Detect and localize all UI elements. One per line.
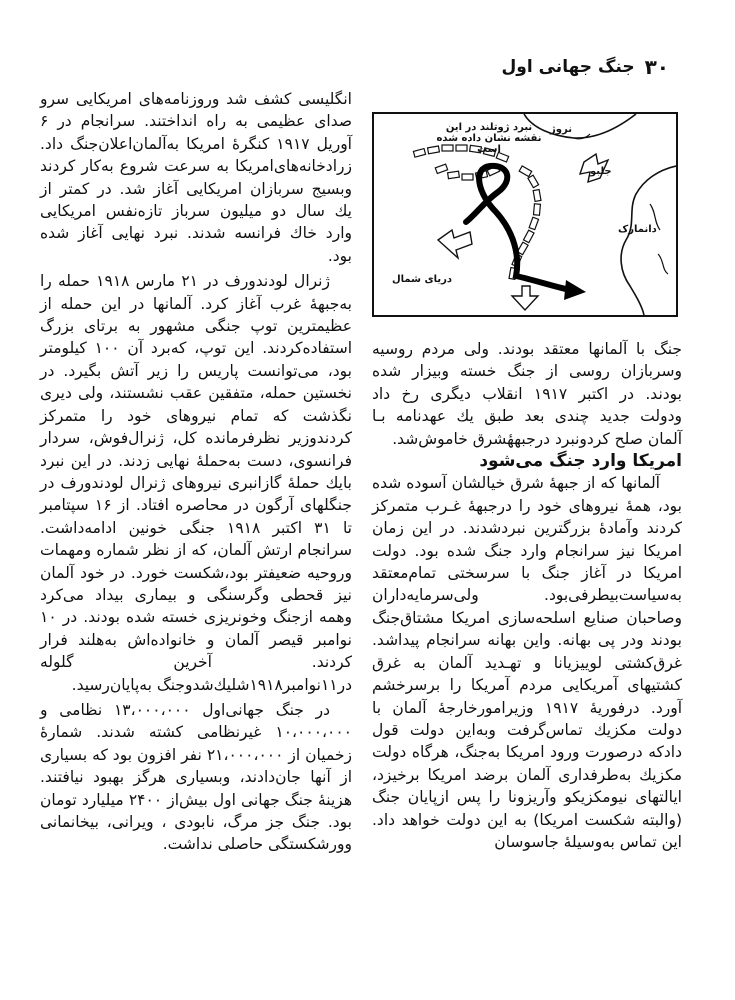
jutland-battle-map	[372, 112, 678, 317]
chapter-title: جنگ جهانی اول	[501, 57, 635, 77]
map-caption: نبرد ژوتلند در این نقشه نشان داده شده است	[436, 122, 542, 155]
paragraph: در جنگ جهانی‌اول ۱۳،۰۰۰،۰۰۰ نظامی و ۱۰،۰۰۰،۰۰۰ غیرنظامی کشته شدند. شمارهٔ زخمیان از ۲۱،۰۰۰،۰۰۰ نفر افزون بود که بسیاری از آنها جان‌دادند، وبسیاری هرگز بهبود نیافتند. هزینهٔ جنگ جهانی اول بیش‌از ۲۴۰۰ میلیارد تومان بود. جنگ جز مرگ، نابودی ، ویرانی، بیخانمانی وورشکستگی حاصلی نداشت.	[40, 700, 353, 854]
main-fleet-track	[466, 166, 570, 290]
paragraph: جنگ با آلمانها معتقد بودند. ولی مردم روسیه وسربازان روسی از جنگ خسته وبیزار شده بودند. در اکتبر ۱۹۱۷ انقلاب دیگری رخ داد ودولت جدید چندی بعد طبق یك عهدنامه بـا آلمان صلح کردونبرد درجبههٔشرق خاموش‌شد.	[372, 340, 682, 448]
fleet-column-curve	[435, 164, 541, 279]
map-label-jutland: جلبو	[590, 166, 612, 177]
paragraph: انگلیسی کشف شد وروزنامه‌های امریکایی سرو صدای عظیمی به راه انداختند. سرانجام در ۶ آوریل ۱۹۱۷ کنگرهٔ امریکا به‌آلمان‌اعلان‌جنگ داد. زرادخانه‌های‌امریکا به سرعت شروع به‌کار کردند وبسیج سربازان امریکایی آغاز شد. در کمتر از یك سال دو میلیون سرباز تازه‌نفس امریکایی وارد خاك فرانسه شدند. نبرد نهایی آغاز شده بود.	[40, 90, 352, 265]
map-label-norway: نروژ	[550, 124, 572, 135]
left-column	[40, 88, 352, 856]
main-fleet-arrowhead	[564, 280, 586, 300]
right-column	[372, 338, 682, 853]
section-heading: امریکا وارد جنگ می‌شود	[479, 451, 682, 472]
paragraph: ژنرال لودندورف در ۲۱ مارس ۱۹۱۸ حمله را به‌جبههٔ غرب آغاز کرد. آلمانها در این حمله از عظیمترین توپ جنگی مشهور به برتای بزرگ استفاده‌کردند. این توپ، که‌برد آن ۱۰۰ کیلومتر بود، می‌توانست پاریس را زیر آتش بگیرد. در نخستین حمله، متفقین عقب نشستند، ولی دیری نگذشت که تمام نیروهای خود را متمرکز کردندوزیر نظرفرمانده کل، ژنرال‌فوش، سردار فرانسوی، دست به‌حملهٔ نهایی زدند. در این نبرد بایك حملهٔ گازانبری نیروهای ژنرال لودندورف در جنگلهای آرگون در محاصره افتاد. از ۱۶ سپتامبر تا ۳۱ اکتبر ۱۹۱۸ جنگی خونین ادامه‌داشت. سرانجام ارتش آلمان، که از نظر شماره ومهمات وروحیه ضعیفتر بود،شکست خورد. در خود آلمان نیز قحطی وگرسنگی و بیماری بیداد می‌کرد وهمه ازجنگ وخونریزی خسته شده بودند. در ۱۰ نوامبر قیصر آلمان و خانواده‌اش به‌هلند فرار کردند. آخرین گلوله در۱۱نوامبر۱۹۱۸شلیك‌شدوجنگ به‌پایان‌رسید.	[40, 272, 353, 694]
map-label-denmark: دانمارک	[618, 224, 657, 235]
page-number: ۳۰	[644, 55, 669, 79]
page-header	[400, 52, 669, 82]
map-label-north-sea: دریای شمال	[392, 274, 453, 285]
paragraph: آلمانها که از جبههٔ شرق خیالشان آسوده شده بود، همهٔ نیروهای خود را درجبههٔ غـرب متمرکز کردند وآمادهٔ بزرگترین نبردشدند. در این زمان امریکا نیز سرانجام وارد جنگ شده بود. دولت امریکا در آغاز جنگ با سرسختی تمام‌معتقد به‌سیاست‌بیطرفی‌بود. ولی‌سرمایه‌داران وصاحبان صنایع اسلحه‌سازی امریکا مشتاق‌جنگ بودند ودر پی بهانه. واین بهانه سرانجام پیداشد. غرق‌کشتی لوییزیانا و تهـدید آلمان به غرق کشتیهای آمریکایی مردم آمریکا را برسرخشم آورد. درفوریهٔ ۱۹۱۷ وزیرامورخارجهٔ آلمان با دولت مکزیك تماس‌گرفت وبه‌این دولت قول داد‌که درصورت ورود امریکا به‌جنگ، هرگاه دولت مکزیك به‌طرفداری آلمان برضد امریکا برخیزد، ایالتهای نیومکزیکو وآریزونا را پس ازپایان جنگ (والبته شکست امریکا) به این دولت خواهد داد. این تماس به‌وسیلهٔ جاسوسان	[372, 474, 682, 851]
denmark-coastline	[621, 166, 676, 315]
